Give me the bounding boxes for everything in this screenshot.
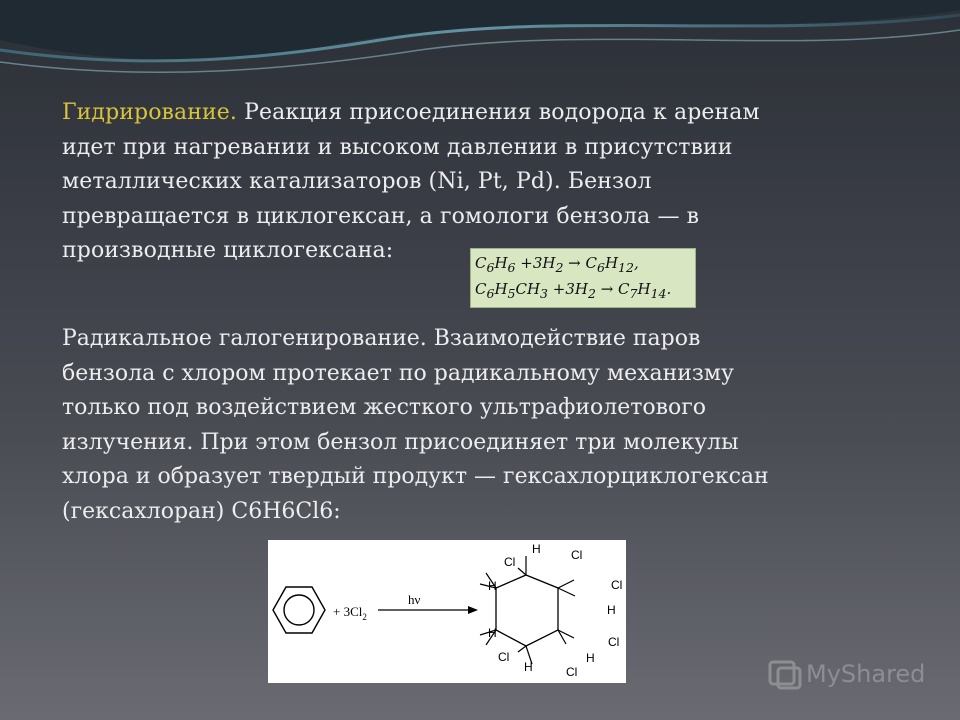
decorative-wave-header [0, 0, 960, 95]
atom-h-left2: H [488, 626, 497, 640]
hydrogenation-title: Гидрирование. [62, 100, 237, 125]
atom-cl-5: Cl [498, 650, 510, 664]
arrow-head [468, 606, 478, 614]
halogenation-paragraph [62, 322, 892, 529]
atom-h-top: H [532, 542, 541, 556]
hydrogenation-paragraph [62, 96, 892, 269]
myshared-watermark [768, 656, 938, 696]
myshared-text: MyShared [806, 660, 926, 688]
para2-line-4: излучения. При этом бензол присоединяет три молекулы [62, 429, 739, 455]
atom-cl-4: Cl [608, 635, 620, 649]
para1-line-5: производные циклогексана: [62, 238, 394, 263]
para2-line-2: бензола с хлором протекает по радикальному механизму [62, 360, 734, 386]
substituent-bonds [480, 556, 575, 664]
myshared-logo-icon [768, 658, 802, 692]
atom-cl-3: Cl [611, 578, 623, 592]
hydrogenation-equations [470, 248, 696, 308]
atom-h-bottom-right: H [586, 651, 595, 665]
condition-label: hν [408, 592, 421, 607]
atom-h-right: H [607, 603, 616, 617]
atom-cl-6: Cl [566, 665, 578, 679]
atom-h-bottom: H [524, 660, 533, 674]
atom-cl-1: Cl [504, 555, 516, 569]
benzene-ring [273, 587, 325, 633]
para1-line-3: металлических катализаторов (Ni, Pt, Pd). Бензол [62, 169, 652, 194]
para2-line-1: Радикальное галогенирование. Взаимодействие паров [62, 326, 701, 351]
para2-line-3: только под воздействием жесткого ультрафиолетового [62, 395, 707, 420]
para1-line-1: Гидрирование. Реакция присоединения водорода к аренам [62, 100, 760, 125]
para2-line-6: (гексахлоран) C6H6Cl6: [62, 498, 341, 524]
atom-labels [488, 542, 622, 679]
para2-line-5: хлора и образует твердый продукт — гексахлорциклогексан [62, 464, 769, 489]
para1-line-2: идет при нагревании и высоком давлении в присутствии [62, 134, 733, 160]
para1-line-4: превращается в циклогексан, а гомологи бензола — в [62, 203, 700, 229]
cyclohexane-ring [496, 575, 558, 646]
atom-h-left: H [488, 579, 497, 593]
chlorination-scheme [268, 540, 626, 683]
equation-benzene: $C_6H_6 +3H_2 \to C_6H_{12}$, [475, 254, 639, 275]
equation-toluene: $C_6H_5CH_3 +3H_2 \to C_7H_{14}$. [475, 280, 672, 301]
atom-cl-2: Cl [571, 548, 583, 562]
reagent-label: + $3Cl_2$ [333, 604, 367, 622]
